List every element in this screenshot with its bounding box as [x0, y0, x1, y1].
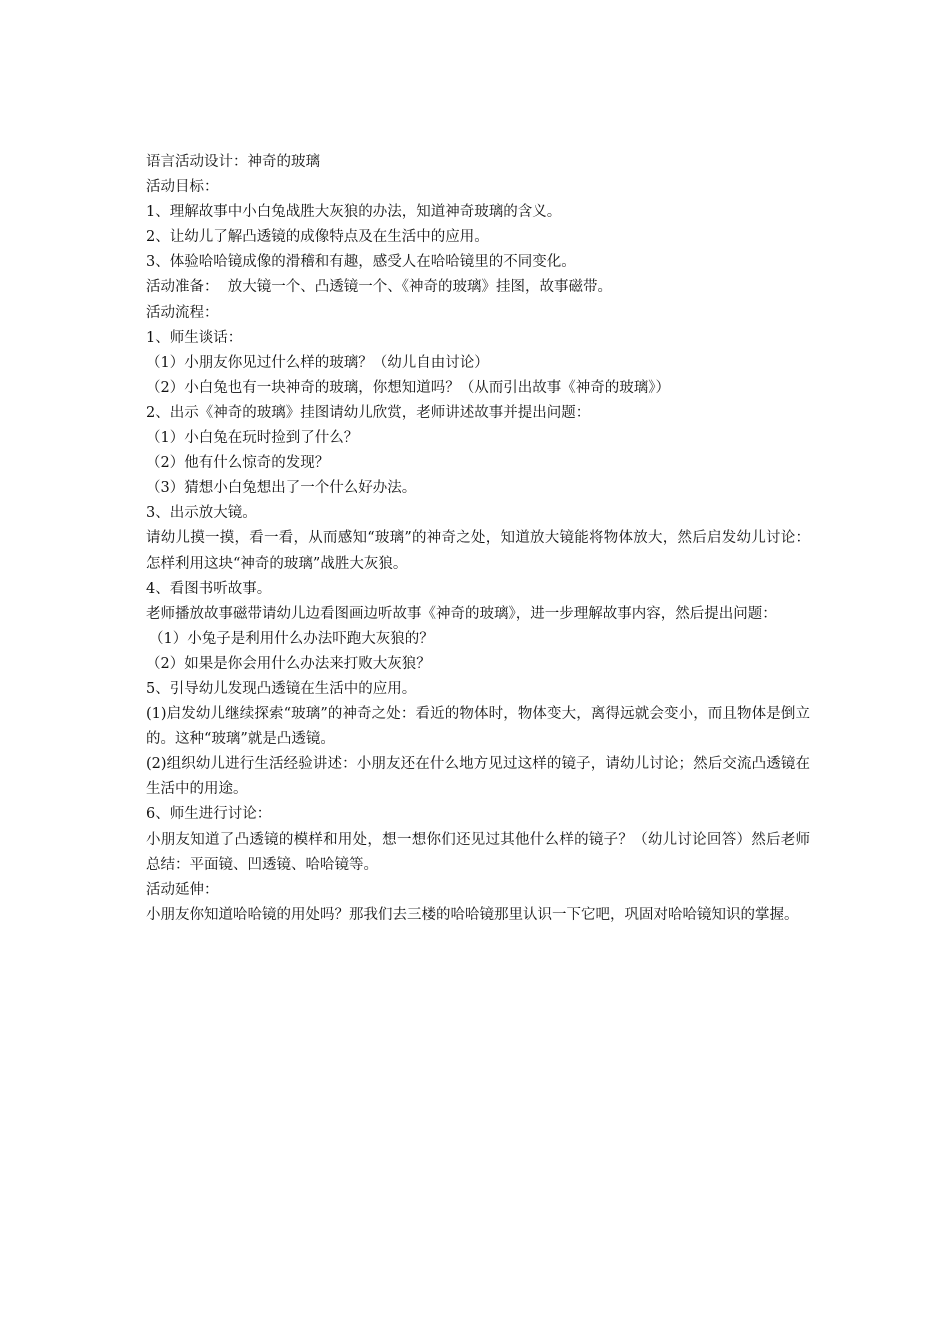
flow-heading: 活动流程： — [146, 304, 219, 321]
goal-item: 2、让幼儿了解凸透镜的成像特点及在生活中的应用。 — [146, 229, 489, 246]
step-2-heading: 2、出示《神奇的玻璃》挂图请幼儿欣赏，老师讲述故事并提出问题： — [146, 404, 591, 421]
step-5-heading: 5、引导幼儿发现凸透镜在生活中的应用。 — [146, 680, 417, 697]
step-2-item: （3）猜想小白兔想出了一个什么好办法。 — [146, 480, 417, 497]
step-4-heading: 4、看图书听故事。 — [146, 580, 272, 597]
goal-item: 3、体验哈哈镜成像的滑稽和有趣，感受人在哈哈镜里的不同变化。 — [146, 254, 576, 271]
step-3-heading: 3、出示放大镜。 — [146, 505, 257, 522]
preparation-line: 活动准备： 放大镜一个、凸透镜一个、《神奇的玻璃》挂图，故事磁带。 — [146, 279, 612, 296]
step-1-heading: 1、师生谈话： — [146, 329, 243, 346]
document-page — [146, 150, 810, 928]
step-4-item: （1）小兔子是利用什么办法吓跑大灰狼的？ — [149, 630, 434, 647]
extension-heading: 活动延伸： — [146, 881, 219, 898]
document-title: 语言活动设计：神奇的玻璃 — [146, 154, 320, 170]
step-4-paragraph: 老师播放故事磁带请幼儿边看图画边听故事《神奇的玻璃》，进一步理解故事内容，然后提出问题： — [146, 605, 777, 622]
step-3-paragraph: 请幼儿摸一摸，看一看，从而感知“玻璃”的神奇之处，知道放大镜能将物体放大，然后启发幼儿讨论：怎样利用这块“神奇的玻璃”战胜大灰狼。 — [146, 530, 810, 572]
step-1-item: （1）小朋友你见过什么样的玻璃？（幼儿自由讨论） — [146, 354, 489, 371]
step-4-item: （2）如果是你会用什么办法来打败大灰狼？ — [146, 655, 431, 672]
step-6-paragraph: 小朋友知道了凸透镜的模样和用处，想一想你们还见过其他什么样的镜子？（幼儿讨论回答）然后老师总结：平面镜、凹透镜、哈哈镜等。 — [146, 831, 810, 873]
step-2-item: （1）小白兔在玩时捡到了什么？ — [146, 430, 359, 447]
goal-item: 1、理解故事中小白兔战胜大灰狼的办法，知道神奇玻璃的含义。 — [146, 204, 562, 221]
step-5-item: (1)启发幼儿继续探索“玻璃”的神奇之处：看近的物体时，物体变大，离得远就会变小，而且物体是倒立的。这种“玻璃”就是凸透镜。 — [146, 706, 810, 748]
extension-paragraph: 小朋友你知道哈哈镜的用处吗？那我们去三楼的哈哈镜那里认识一下它吧，巩固对哈哈镜知识的掌握。 — [146, 906, 799, 923]
step-5-item: (2)组织幼儿进行生活经验讲述：小朋友还在什么地方见过这样的镜子，请幼儿讨论；然后交流凸透镜在生活中的用途。 — [146, 756, 810, 798]
goals-heading: 活动目标： — [146, 179, 219, 196]
step-6-heading: 6、师生进行讨论： — [146, 806, 272, 823]
step-1-item: （2）小白兔也有一块神奇的玻璃，你想知道吗？（从而引出故事《神奇的玻璃》） — [146, 379, 670, 396]
step-2-item: （2）他有什么惊奇的发现？ — [146, 455, 330, 472]
